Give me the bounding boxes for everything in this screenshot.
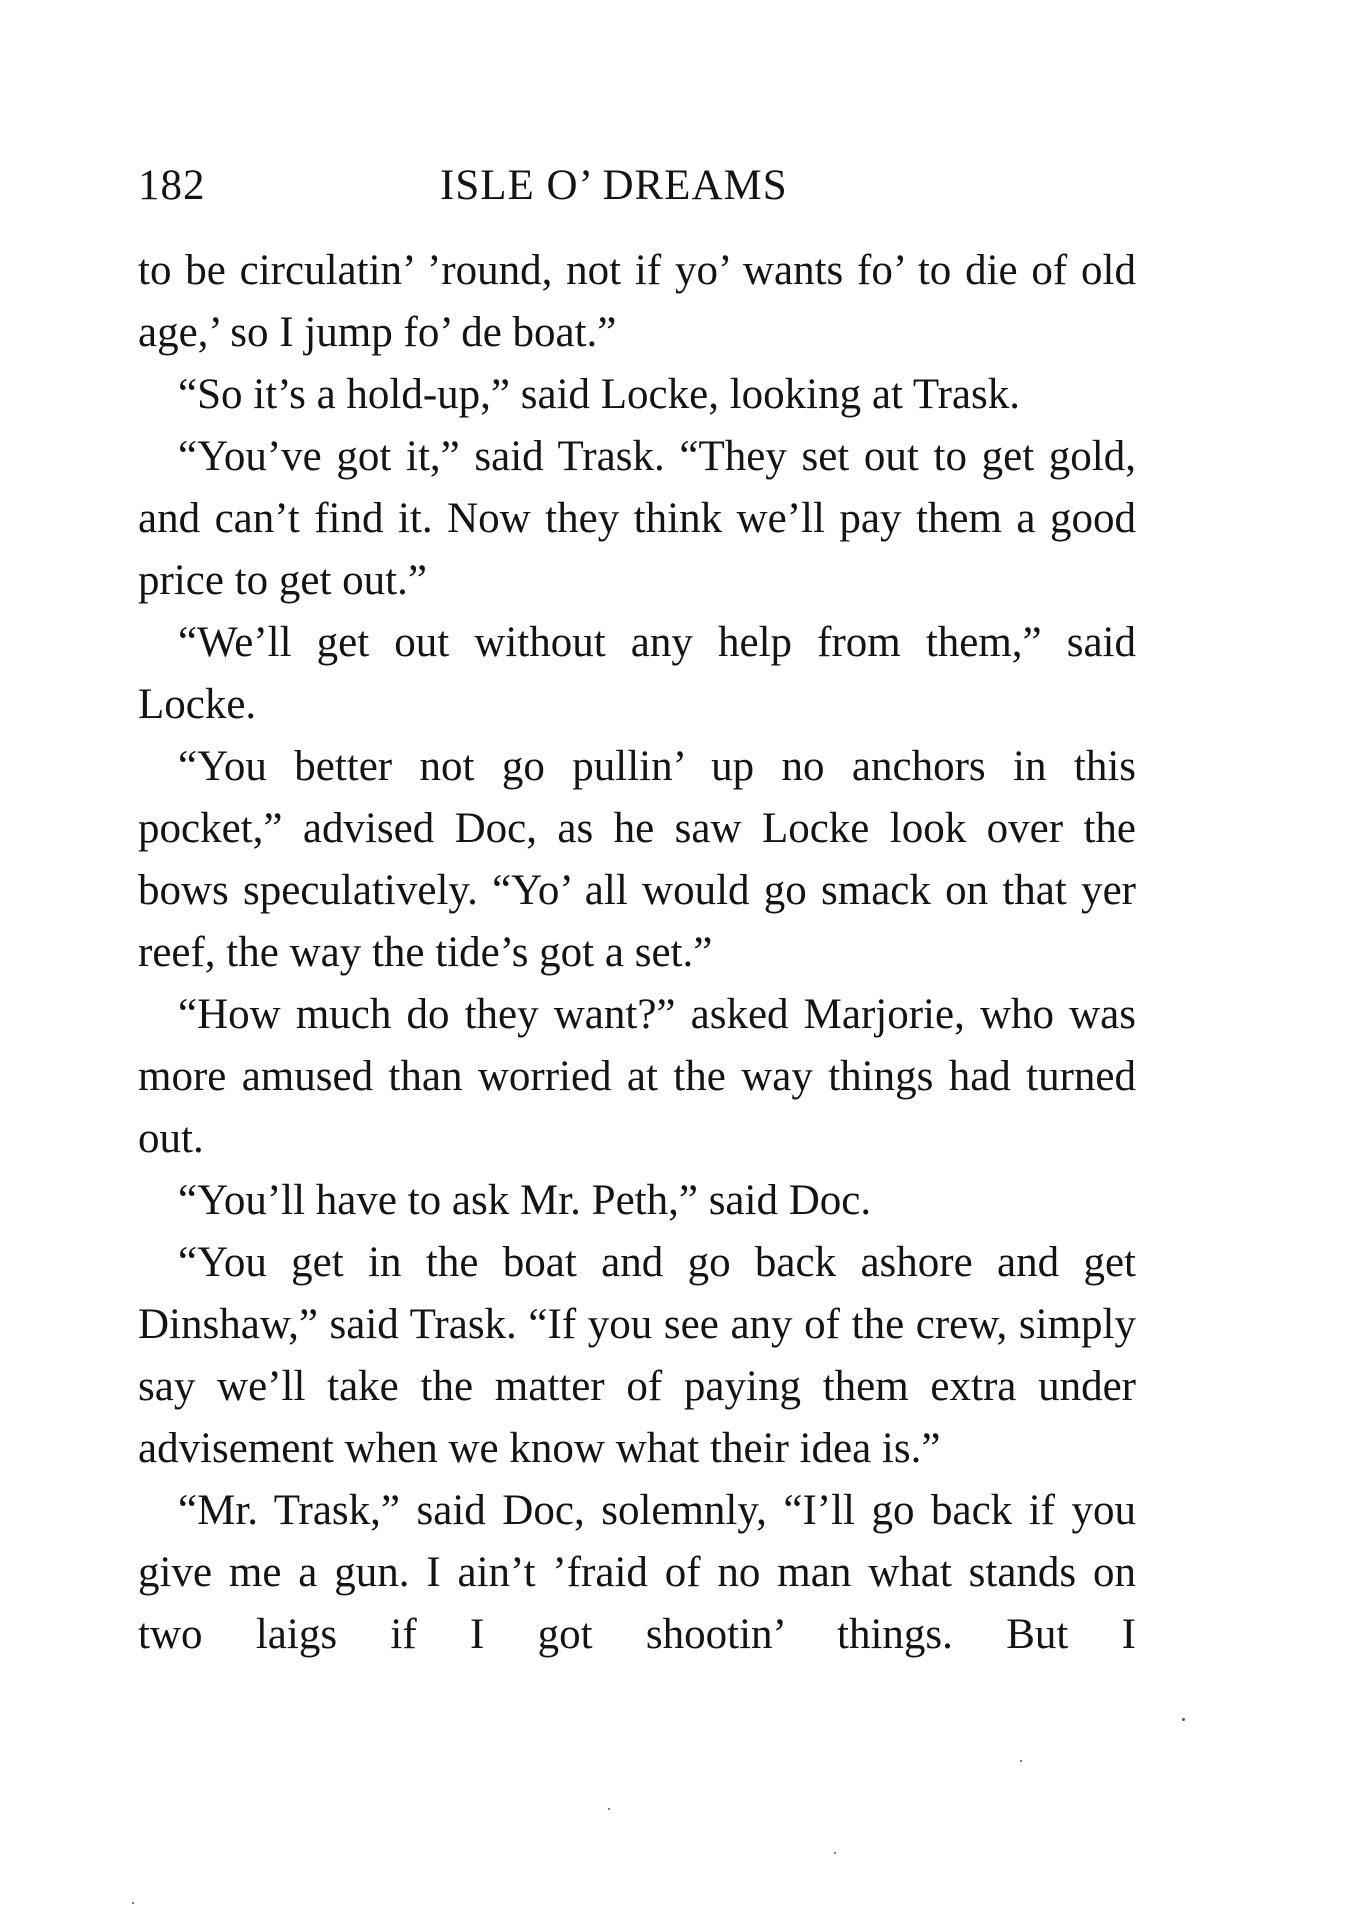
paragraph-continuation: to be circulatin’ ’round, not if yo’ wants fo’ to die of old age,’ so I jump fo’ de boat.” <box>138 247 1136 356</box>
paragraph: “You’ve got it,” said Trask. “They set out to get gold, and can’t find it. Now they think we’ll pay them a good price to get out.” <box>138 433 1136 604</box>
paper-speck <box>1020 1760 1022 1762</box>
paragraph: “How much do they want?” asked Marjorie, who was more amused than worried at the way things had turned out. <box>138 991 1136 1162</box>
page-number: 182 <box>138 162 206 209</box>
paragraph: “You get in the boat and go back ashore and get Dinshaw,” said Trask. “If you see any of the crew, simply say we’ll take the matter of paying them extra under advisement when we know what their idea is.” <box>138 1239 1136 1472</box>
paragraph: “We’ll get out without any help from them,” said Locke. <box>138 619 1136 728</box>
paper-speck <box>132 1902 134 1904</box>
paper-speck <box>1182 1718 1185 1721</box>
running-title: ISLE O’ DREAMS <box>440 162 788 209</box>
paragraph: “You’ll have to ask Mr. Peth,” said Doc. <box>178 1177 872 1224</box>
body-text <box>138 240 1136 1666</box>
paper-speck <box>834 1852 836 1854</box>
paper-speck <box>608 1808 610 1810</box>
paragraph: “So it’s a hold-up,” said Locke, looking at Trask. <box>178 371 1021 418</box>
paragraph-continued: “Mr. Trask,” said Doc, solemnly, “I’ll go back if you give me a gun. I ain’t ’fraid of no man what stands on two laigs if I got shootin’ things. But I <box>138 1487 1136 1658</box>
paragraph: “You better not go pullin’ up no anchors in this pocket,” advised Doc, as he saw Locke look over the bows speculatively. “Yo’ all would go smack on that yer reef, the way the tide’s got a set.” <box>138 743 1136 976</box>
running-head <box>138 160 1138 212</box>
